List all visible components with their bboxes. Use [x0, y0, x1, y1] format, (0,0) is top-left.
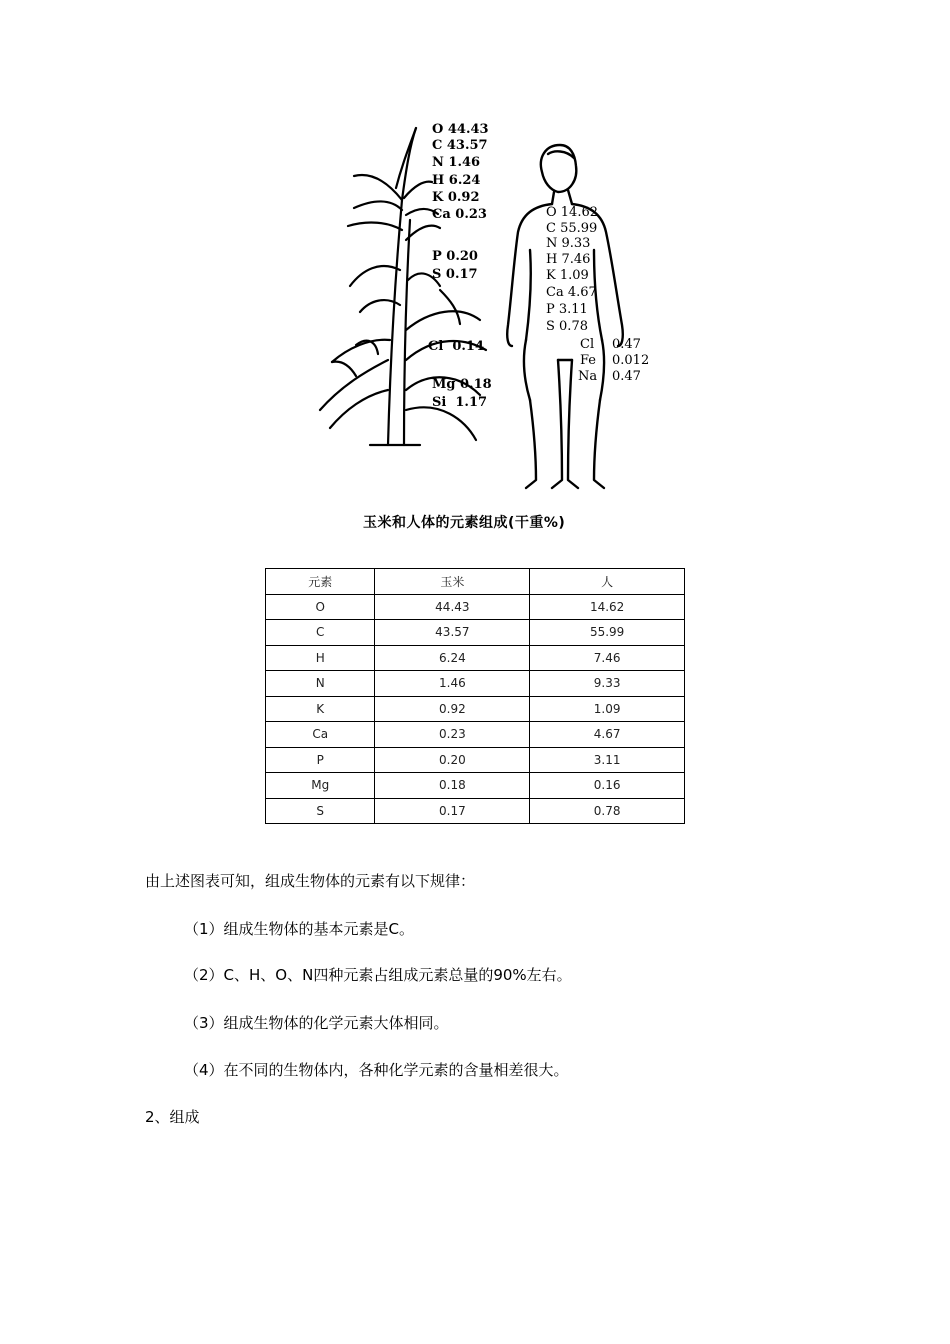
table-row	[266, 645, 685, 671]
element-table	[265, 568, 685, 824]
table-cell-element: O	[266, 594, 375, 620]
table-cell-human: 9.33	[530, 671, 685, 697]
table-cell-element: K	[266, 696, 375, 722]
human-label-na-val: 0.47	[612, 369, 641, 384]
table-cell-corn: 43.57	[375, 620, 530, 646]
table-header-corn: 玉米	[375, 569, 530, 595]
figure-caption: 玉米和人体的元素组成(干重%)	[363, 515, 566, 531]
table-cell-element: N	[266, 671, 375, 697]
table-row	[266, 747, 685, 773]
human-label-na-el: Na	[578, 369, 598, 384]
human-label-k: K 1.09	[546, 268, 589, 283]
table-cell-human: 4.67	[530, 722, 685, 748]
table-cell-element: S	[266, 798, 375, 824]
table-header-human: 人	[530, 569, 685, 595]
table-cell-human: 14.62	[530, 594, 685, 620]
table-cell-human: 0.16	[530, 773, 685, 799]
table-cell-element: H	[266, 645, 375, 671]
table-cell-corn: 0.17	[375, 798, 530, 824]
table-cell-human: 0.78	[530, 798, 685, 824]
corn-label-o: O 44.43	[432, 122, 489, 137]
corn-label-ca: Ca 0.23	[432, 207, 487, 222]
table-cell-corn: 0.18	[375, 773, 530, 799]
table-cell-corn: 0.92	[375, 696, 530, 722]
rule-item-2: （2）C、H、O、N四种元素占组成元素总量的90%左右。	[184, 966, 572, 984]
human-label-ca: Ca 4.67	[546, 285, 597, 300]
corn-label-s: S 0.17	[432, 267, 478, 282]
human-label-c: C 55.99	[546, 221, 598, 236]
human-label-fe-el: Fe	[580, 353, 597, 368]
human-label-o: O 14.62	[546, 205, 599, 220]
rule-item-3: （3）组成生物体的化学元素大体相同。	[184, 1014, 449, 1032]
table-cell-corn: 0.20	[375, 747, 530, 773]
table-cell-human: 3.11	[530, 747, 685, 773]
table-cell-human: 7.46	[530, 645, 685, 671]
rule-item-4: （4）在不同的生物体内，各种化学元素的含量相差很大。	[184, 1061, 569, 1079]
table-row	[266, 696, 685, 722]
table-row	[266, 722, 685, 748]
table-cell-element: P	[266, 747, 375, 773]
corn-label-k: K 0.92	[432, 190, 480, 205]
human-label-p: P 3.11	[546, 302, 588, 317]
table-cell-element: C	[266, 620, 375, 646]
human-label-n: N 9.33	[546, 236, 591, 251]
human-label-cl-el: Cl	[580, 337, 595, 352]
table-cell-human: 55.99	[530, 620, 685, 646]
human-label-fe-val: 0.012	[612, 353, 650, 368]
corn-label-si: Si 1.17	[432, 395, 488, 410]
table-header-row	[266, 569, 685, 595]
table-cell-human: 1.09	[530, 696, 685, 722]
human-label-s: S 0.78	[546, 319, 588, 334]
corn-label-c: C 43.57	[432, 138, 488, 153]
table-row	[266, 620, 685, 646]
human-label-h: H 7.46	[546, 252, 591, 267]
corn-label-cl: Cl 0.14	[428, 339, 484, 354]
table-cell-element: Mg	[266, 773, 375, 799]
table-cell-element: Ca	[266, 722, 375, 748]
table-cell-corn: 6.24	[375, 645, 530, 671]
table-row	[266, 773, 685, 799]
section-heading: 2、组成	[145, 1108, 200, 1126]
table-cell-corn: 1.46	[375, 671, 530, 697]
intro-text: 由上述图表可知，组成生物体的元素有以下规律：	[145, 872, 476, 890]
table-cell-corn: 44.43	[375, 594, 530, 620]
human-label-cl-val: 0.47	[612, 337, 641, 352]
table-row	[266, 798, 685, 824]
corn-label-h: H 6.24	[432, 173, 481, 188]
table-cell-corn: 0.23	[375, 722, 530, 748]
rule-item-1: （1）组成生物体的基本元素是C。	[184, 920, 415, 938]
corn-label-mg: Mg 0.18	[432, 377, 492, 392]
corn-label-p: P 0.20	[432, 249, 478, 264]
table-header-element: 元素	[266, 569, 375, 595]
table-row	[266, 594, 685, 620]
element-composition-figure	[290, 110, 650, 540]
table-row	[266, 671, 685, 697]
corn-label-n: N 1.46	[432, 155, 481, 170]
